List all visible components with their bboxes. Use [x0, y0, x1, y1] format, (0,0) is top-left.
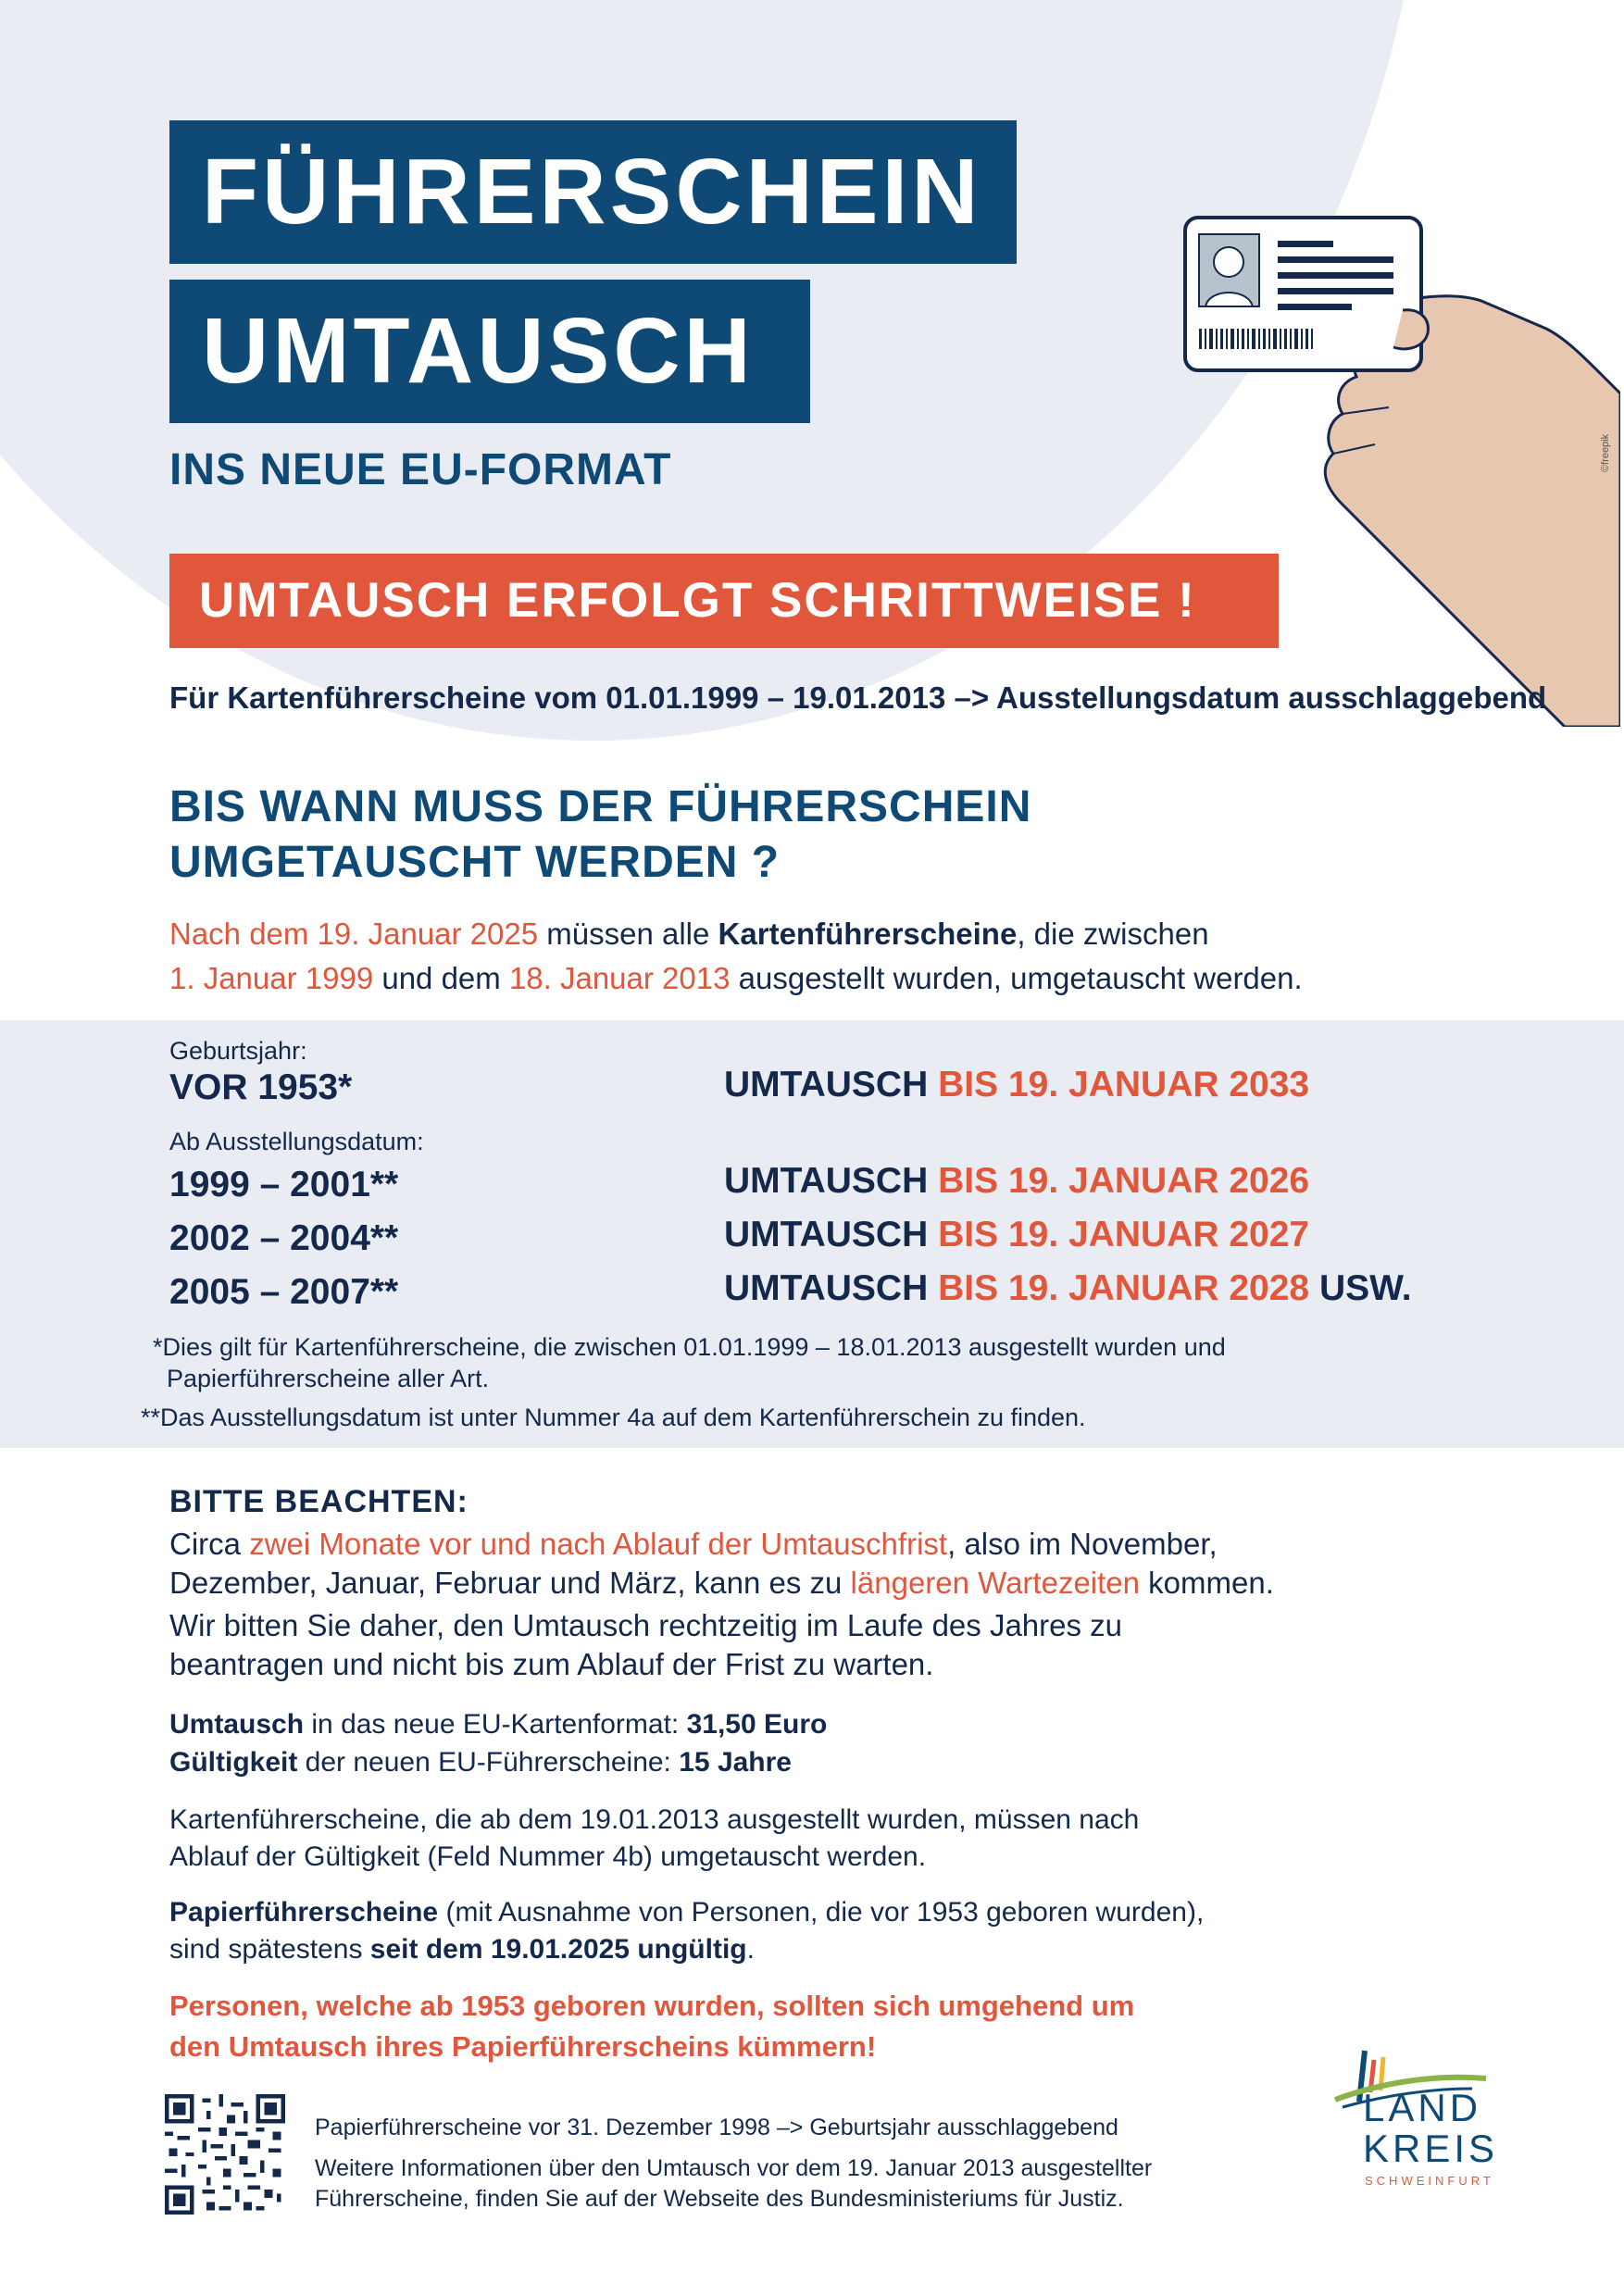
birth-year-label: Geburtsjahr:	[169, 1037, 307, 1065]
scope-line: Für Kartenführerscheine vom 01.01.1999 – 19.01.2013 –> Ausstellungsdatum ausschlaggebend	[169, 680, 1547, 715]
issue-years-row-3: 2005 – 2007**	[169, 1272, 399, 1312]
birth-year-value: VOR 1953*	[169, 1067, 353, 1107]
notes-paragraph-3: Kartenführerscheine, die ab dem 19.01.2013 ausgestellt wurden, müssen nach Ablauf der Gültigkeit (Feld Nummer 4b) umgetauscht werden.	[169, 1804, 1140, 1872]
intro-date-2025: Nach dem 19. Januar 2025	[169, 917, 539, 951]
intro-text: müssen alle	[538, 917, 718, 951]
intro-paragraph	[169, 912, 1303, 1001]
image-credit: ©freepik	[1600, 433, 1611, 472]
licence-validity: Gültigkeit der neuen EU-Führerscheine: 15 Jahre	[169, 1747, 792, 1778]
issue-years-row-1: 1999 – 2001**	[169, 1165, 399, 1204]
title-line-1: FÜHRERSCHEIN	[169, 120, 1017, 264]
intro-text: und dem	[373, 961, 509, 995]
intro-text: , die zwischen	[1017, 917, 1209, 951]
subtitle: INS NEUE EU-FORMAT	[169, 445, 672, 494]
birth-deadline: UMTAUSCH BIS 19. JANUAR 2033	[724, 1065, 1310, 1104]
logo-wordmark-land: LAND	[1363, 2086, 1482, 2129]
notes-paragraph-2: Wir bitten Sie daher, den Umtausch rechtzeitig im Laufe des Jahres zu beantragen und nicht bis zum Ablauf der Frist zu warten.	[169, 1608, 1123, 1681]
question-line-2: UMGETAUSCHT WERDEN ?	[169, 838, 781, 887]
footer-more-info-line-1: Weitere Informationen über den Umtausch vor dem 19. Januar 2013 ausgestellter	[315, 2155, 1153, 2181]
notes-heading: BITTE BEACHTEN:	[169, 1484, 468, 1519]
intro-text: ausgestellt wurden, umgetauscht werden.	[730, 961, 1303, 995]
notes-paragraph-1: Circa zwei Monate vor und nach Ablauf der Umtauschfrist, also im November, Dezember, Januar, Februar und März, kann es zu längeren Wartezeiten kommen.	[169, 1527, 1274, 1600]
question-heading	[169, 780, 1031, 891]
qr-code[interactable]	[165, 2094, 285, 2215]
footnote-1: *Dies gilt für Kartenführerscheine, die zwischen 01.01.1999 – 18.01.2013 ausgestellt wurden und Papierführerscheine aller Art.	[153, 1333, 1226, 1392]
notes-paragraph-4: Papierführerscheine (mit Ausnahme von Personen, die vor 1953 geboren wurden), sind spätestens seit dem 19.01.2025 ungültig.	[169, 1897, 1205, 1965]
exchange-cost: Umtausch in das neue EU-Kartenformat: 31,50 Euro	[169, 1709, 828, 1740]
intro-card-licences: Kartenführerscheine	[718, 917, 1018, 951]
urgent-warning: Personen, welche ab 1953 geboren wurden, sollten sich umgehend um den Umtausch ihres Papierführerscheins kümmern!	[169, 1990, 1135, 2063]
intro-date-1999: 1. Januar 1999	[169, 961, 374, 995]
issue-years-row-2: 2002 – 2004**	[169, 1218, 399, 1258]
title-line-2: UMTAUSCH	[169, 280, 810, 423]
hand-holding-card-illustration	[1176, 208, 1620, 727]
footer-paper-licence-note: Papierführerscheine vor 31. Dezember 1998 –> Geburtsjahr ausschlaggebend	[315, 2115, 1118, 2140]
question-line-1: BIS WANN MUSS DER FÜHRERSCHEIN	[169, 782, 1032, 831]
deadline-row-3: UMTAUSCH BIS 19. JANUAR 2028 USW.	[724, 1268, 1412, 1308]
footnote-2: **Das Ausstellungsdatum ist unter Nummer 4a auf dem Kartenführerschein zu finden.	[141, 1404, 1086, 1431]
issue-date-label: Ab Ausstellungsdatum:	[169, 1128, 424, 1155]
footer-more-info-line-2: Führerscheine, finden Sie auf der Webseite des Bundesministeriums für Justiz.	[315, 2186, 1124, 2212]
logo-wordmark-schweinfurt: SCHWEINFURT	[1365, 2174, 1494, 2188]
step-by-step-banner: UMTAUSCH ERFOLGT SCHRITTWEISE !	[169, 554, 1279, 648]
logo-wordmark-kreis: KREIS	[1363, 2127, 1499, 2170]
intro-date-2013: 18. Januar 2013	[508, 961, 731, 995]
deadline-row-2: UMTAUSCH BIS 19. JANUAR 2027	[724, 1215, 1310, 1254]
deadline-row-1: UMTAUSCH BIS 19. JANUAR 2026	[724, 1161, 1310, 1201]
